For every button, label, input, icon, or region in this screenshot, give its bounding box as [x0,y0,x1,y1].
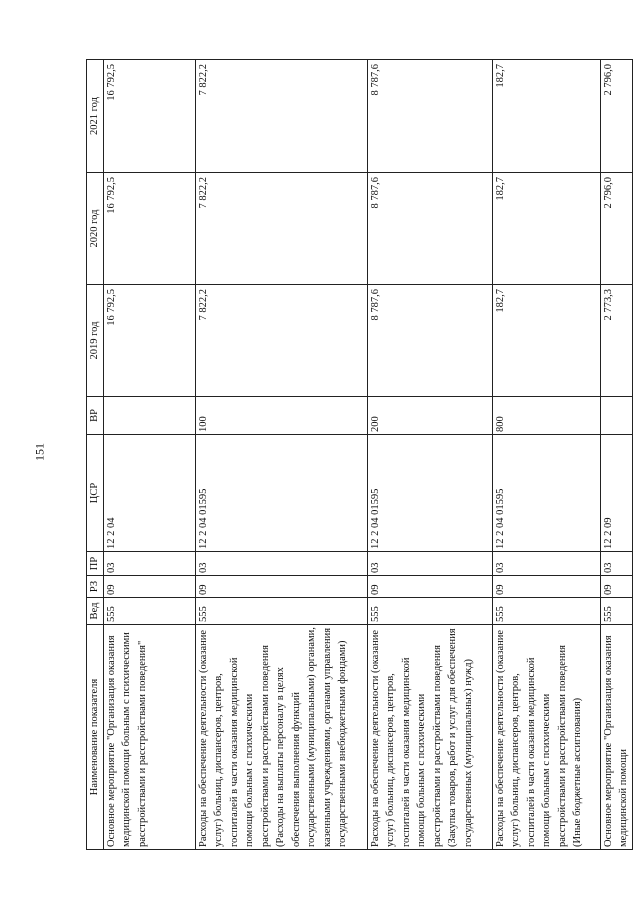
cell-2021: 7 822,2 [195,60,367,173]
cell-ved: 555 [492,598,600,625]
cell-pr: 03 [195,552,367,576]
header-ved: Вед [87,598,104,625]
cell-2019: 16 792,5 [103,285,195,397]
cell-2019: 182,7 [492,285,600,397]
cell-2021: 2 796,0 [600,60,632,173]
table-row [367,60,492,850]
cell-csr: 12 2 09 [600,435,632,552]
cell-csr: 12 2 04 01595 [492,435,600,552]
header-2020: 2020 год [87,173,104,285]
cell-rz: 09 [103,576,195,598]
cell-csr: 12 2 04 [103,435,195,552]
header-2021: 2021 год [87,60,104,173]
cell-rz: 09 [492,576,600,598]
cell-2020: 2 796,0 [600,173,632,285]
cell-vr: 200 [367,397,492,435]
cell-pr: 03 [492,552,600,576]
cell-vr [600,397,632,435]
cell-name: Основное мероприятие "Организация оказания медицинской помощи больным с психическими расстройствами и расстройствами поведения" [103,625,195,850]
cell-vr: 100 [195,397,367,435]
cell-2019: 2 773,3 [600,285,632,397]
cell-pr: 03 [103,552,195,576]
cell-rz: 09 [195,576,367,598]
header-rz: РЗ [87,576,104,598]
cell-2019: 7 822,2 [195,285,367,397]
budget-table [86,59,633,850]
cell-csr: 12 2 04 01595 [367,435,492,552]
cell-ved: 555 [195,598,367,625]
cell-vr [103,397,195,435]
header-name: Наименование показателя [87,625,104,850]
cell-csr: 12 2 04 01595 [195,435,367,552]
cell-rz: 09 [367,576,492,598]
header-2019: 2019 год [87,285,104,397]
cell-ved: 555 [600,598,632,625]
table-container [86,60,629,850]
cell-2021: 182,7 [492,60,600,173]
page-number: 151 [32,443,47,461]
cell-pr: 03 [600,552,632,576]
cell-2021: 8 787,6 [367,60,492,173]
header-csr: ЦСР [87,435,104,552]
cell-ved: 555 [103,598,195,625]
cell-2021: 16 792,5 [103,60,195,173]
header-vr: ВР [87,397,104,435]
header-pr: ПР [87,552,104,576]
header-row [87,60,104,850]
table-row [103,60,195,850]
table-row [600,60,632,850]
cell-2019: 8 787,6 [367,285,492,397]
cell-2020: 182,7 [492,173,600,285]
table-row [195,60,367,850]
cell-name: Расходы на обеспечение деятельности (оказание услуг) больниц, диспансеров, центров, госпиталей в части оказания медицинской помощи больным с психическими расстройствами и расстройствами поведения (Закупка товаров, работ и услуг для обеспечения государственных (муниципальных) нужд) [367,625,492,850]
cell-ved: 555 [367,598,492,625]
cell-name: Расходы на обеспечение деятельности (оказание услуг) больниц, диспансеров, центров, госпиталей в части оказания медицинской помощи больным с психическими расстройствами и расстройствами поведения (Расходы на выплаты персоналу в целях обеспечения выполнения функций государственными (муниципальными) органами, казенными учреждениями, органами управления государственными внебюджетными фондами) [195,625,367,850]
cell-name: Расходы на обеспечение деятельности (оказание услуг) больниц, диспансеров, центров, госпиталей в части оказания медицинской помощи больным с психическими расстройствами и расстройствами поведения (Иные бюджетные ассигнования) [492,625,600,850]
rotated-page [86,60,629,850]
cell-2020: 16 792,5 [103,173,195,285]
cell-vr: 800 [492,397,600,435]
cell-name: Основное мероприятие "Организация оказания медицинской помощи [600,625,632,850]
cell-2020: 8 787,6 [367,173,492,285]
cell-rz: 09 [600,576,632,598]
cell-pr: 03 [367,552,492,576]
cell-2020: 7 822,2 [195,173,367,285]
table-row [492,60,600,850]
